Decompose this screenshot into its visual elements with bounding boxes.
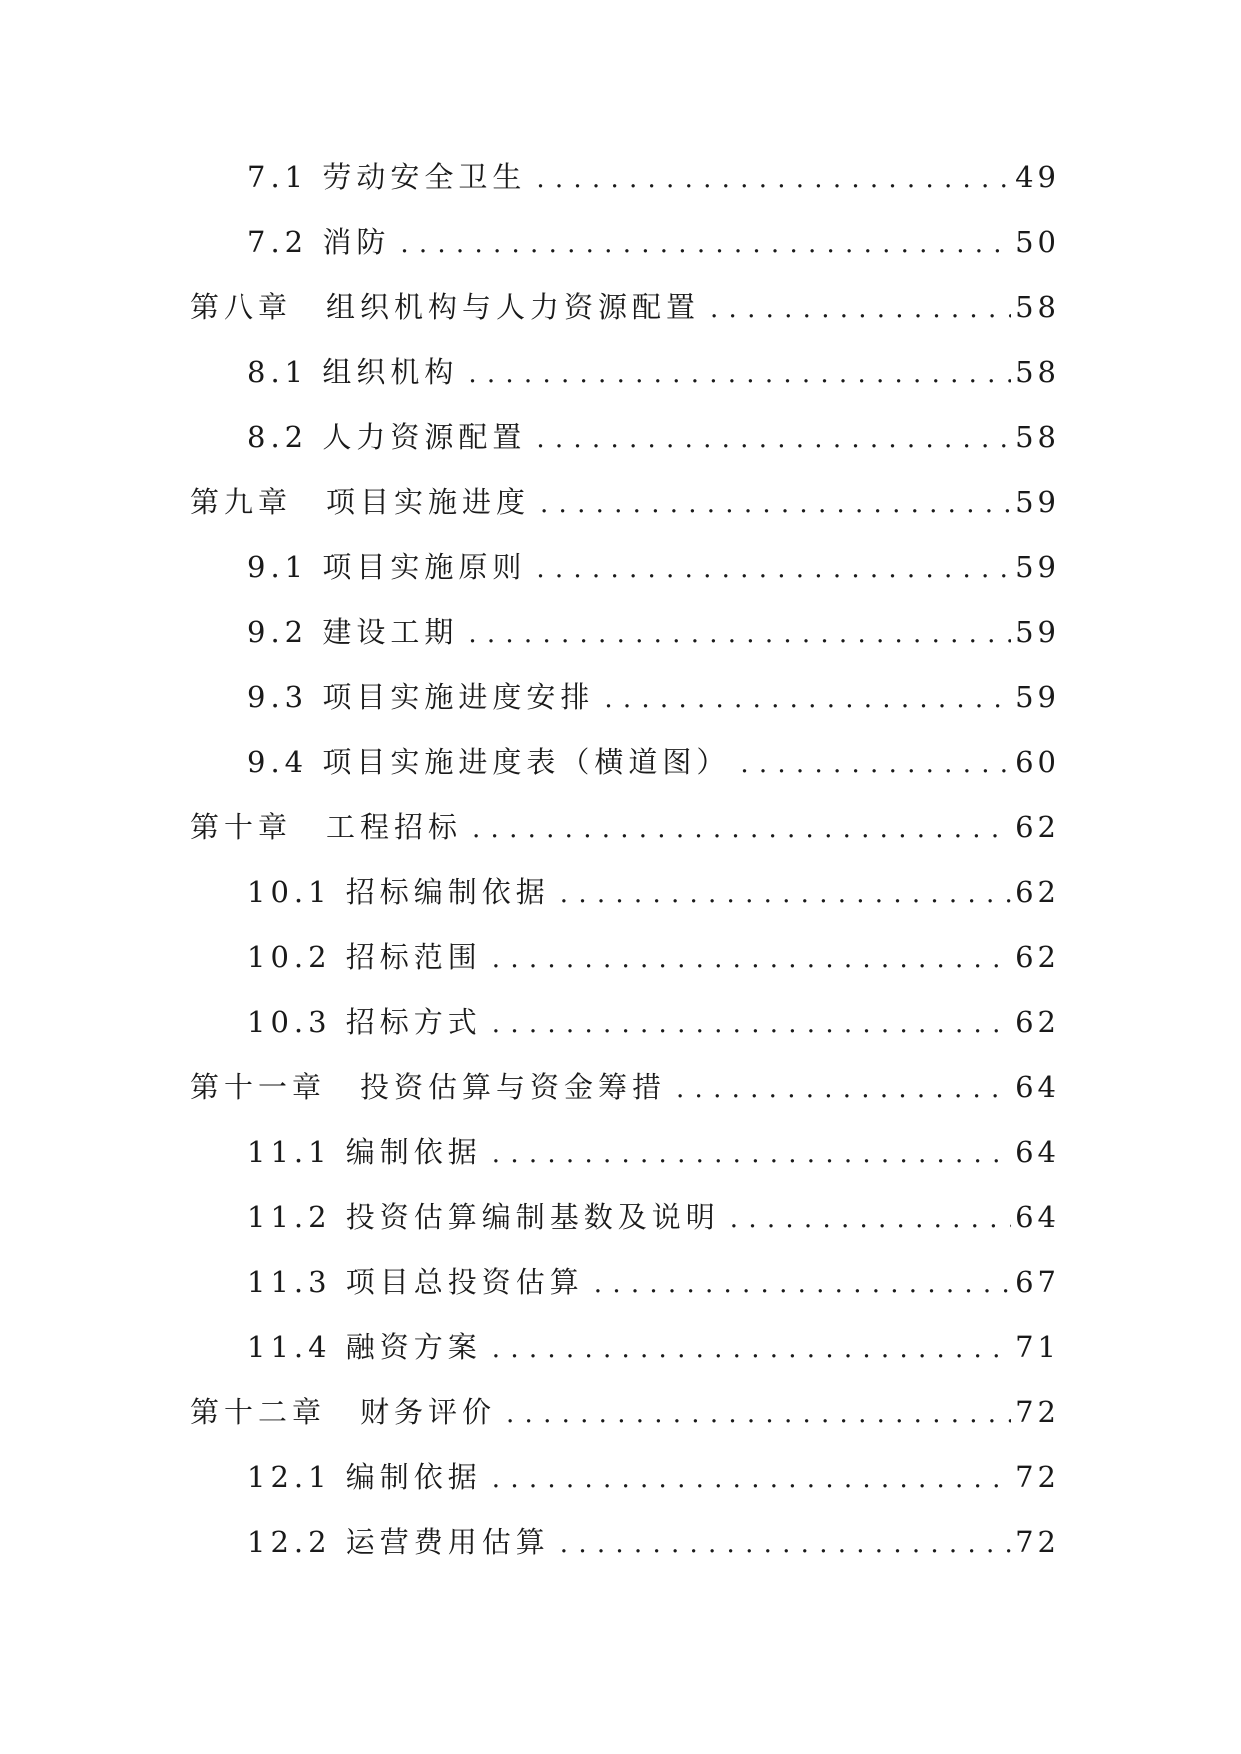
toc-page-number: 59 xyxy=(1015,680,1060,714)
toc-section-entry[interactable] xyxy=(190,415,1060,480)
toc-entry-title: 第十二章 财务评价 xyxy=(190,1395,497,1429)
toc-section-entry[interactable] xyxy=(190,610,1060,675)
toc-dot-leader xyxy=(594,1265,1011,1299)
toc-dot-leader xyxy=(536,160,1011,194)
toc-dot-leader xyxy=(492,940,1011,974)
toc-page-number: 64 xyxy=(1015,1200,1060,1234)
toc-page-number: 62 xyxy=(1015,1005,1060,1039)
toc-page-number: 60 xyxy=(1015,745,1060,779)
toc-dot-leader xyxy=(492,1460,1011,1494)
toc-dot-leader xyxy=(492,1005,1011,1039)
toc-page-number: 50 xyxy=(1015,225,1060,259)
toc-entry-title: 第十章 工程招标 xyxy=(190,810,463,844)
toc-dot-leader xyxy=(468,355,1011,389)
toc-dot-leader xyxy=(710,290,1011,324)
toc-entry-title: 9.2 建设工期 xyxy=(247,615,459,649)
toc-section-entry[interactable] xyxy=(190,220,1060,285)
toc-page-number: 62 xyxy=(1015,940,1060,974)
toc-chapter-entry[interactable] xyxy=(190,285,1060,350)
toc-entry-title: 12.2 运营费用估算 xyxy=(247,1525,550,1559)
toc-dot-leader xyxy=(560,1525,1011,1559)
toc-entry-title: 7.2 消防 xyxy=(247,225,391,259)
toc-section-entry[interactable] xyxy=(190,1260,1060,1325)
toc-dot-leader xyxy=(540,485,1011,519)
toc-page-number: 59 xyxy=(1015,615,1060,649)
toc-dot-leader xyxy=(472,810,1011,844)
table-of-contents xyxy=(190,155,1060,1585)
toc-dot-leader xyxy=(536,420,1011,454)
toc-entry-title: 11.1 编制依据 xyxy=(247,1135,482,1169)
toc-entry-title: 第八章 组织机构与人力资源配置 xyxy=(190,290,701,324)
toc-dot-leader xyxy=(492,1135,1011,1169)
toc-entry-title: 10.3 招标方式 xyxy=(247,1005,482,1039)
toc-page-number: 64 xyxy=(1015,1135,1060,1169)
toc-page-number: 72 xyxy=(1015,1460,1060,1494)
toc-entry-title: 9.4 项目实施进度表（横道图） xyxy=(247,745,731,779)
toc-dot-leader xyxy=(536,550,1011,584)
toc-entry-title: 9.1 项目实施原则 xyxy=(247,550,527,584)
toc-entry-title: 8.2 人力资源配置 xyxy=(247,420,527,454)
toc-page-number: 59 xyxy=(1015,485,1060,519)
toc-page-number: 71 xyxy=(1015,1330,1060,1364)
toc-section-entry[interactable] xyxy=(190,935,1060,1000)
toc-page-number: 72 xyxy=(1015,1395,1060,1429)
toc-entry-title: 8.1 组织机构 xyxy=(247,355,459,389)
toc-entry-title: 11.3 项目总投资估算 xyxy=(247,1265,584,1299)
toc-entry-title: 11.4 融资方案 xyxy=(247,1330,482,1364)
toc-section-entry[interactable] xyxy=(190,675,1060,740)
toc-dot-leader xyxy=(468,615,1011,649)
toc-page-number: 67 xyxy=(1015,1265,1060,1299)
toc-page-number: 58 xyxy=(1015,420,1060,454)
toc-section-entry[interactable] xyxy=(190,1195,1060,1260)
toc-section-entry[interactable] xyxy=(190,1520,1060,1585)
toc-page-number: 58 xyxy=(1015,290,1060,324)
toc-dot-leader xyxy=(560,875,1011,909)
toc-dot-leader xyxy=(506,1395,1011,1429)
toc-dot-leader xyxy=(676,1070,1011,1104)
toc-chapter-entry[interactable] xyxy=(190,1065,1060,1130)
toc-page-number: 64 xyxy=(1015,1070,1060,1104)
toc-chapter-entry[interactable] xyxy=(190,805,1060,870)
toc-section-entry[interactable] xyxy=(190,155,1060,220)
toc-entry-title: 10.1 招标编制依据 xyxy=(247,875,550,909)
toc-entry-title: 12.1 编制依据 xyxy=(247,1460,482,1494)
toc-section-entry[interactable] xyxy=(190,870,1060,935)
toc-section-entry[interactable] xyxy=(190,1455,1060,1520)
toc-dot-leader xyxy=(740,745,1011,779)
toc-page-number: 58 xyxy=(1015,355,1060,389)
toc-page-number: 49 xyxy=(1015,160,1060,194)
toc-entry-title: 10.2 招标范围 xyxy=(247,940,482,974)
toc-section-entry[interactable] xyxy=(190,1325,1060,1390)
toc-page-number: 59 xyxy=(1015,550,1060,584)
toc-entry-title: 9.3 项目实施进度安排 xyxy=(247,680,595,714)
toc-chapter-entry[interactable] xyxy=(190,480,1060,545)
toc-entry-title: 第九章 项目实施进度 xyxy=(190,485,531,519)
toc-dot-leader xyxy=(604,680,1011,714)
toc-page-number: 62 xyxy=(1015,810,1060,844)
toc-section-entry[interactable] xyxy=(190,740,1060,805)
toc-entry-title: 7.1 劳动安全卫生 xyxy=(247,160,527,194)
toc-chapter-entry[interactable] xyxy=(190,1390,1060,1455)
toc-page-number: 62 xyxy=(1015,875,1060,909)
toc-section-entry[interactable] xyxy=(190,1000,1060,1065)
toc-entry-title: 11.2 投资估算编制基数及说明 xyxy=(247,1200,720,1234)
toc-dot-leader xyxy=(730,1200,1011,1234)
toc-section-entry[interactable] xyxy=(190,1130,1060,1195)
toc-section-entry[interactable] xyxy=(190,545,1060,610)
toc-section-entry[interactable] xyxy=(190,350,1060,415)
toc-page-number: 72 xyxy=(1015,1525,1060,1559)
toc-dot-leader xyxy=(492,1330,1011,1364)
toc-entry-title: 第十一章 投资估算与资金筹措 xyxy=(190,1070,667,1104)
toc-dot-leader xyxy=(400,225,1011,259)
